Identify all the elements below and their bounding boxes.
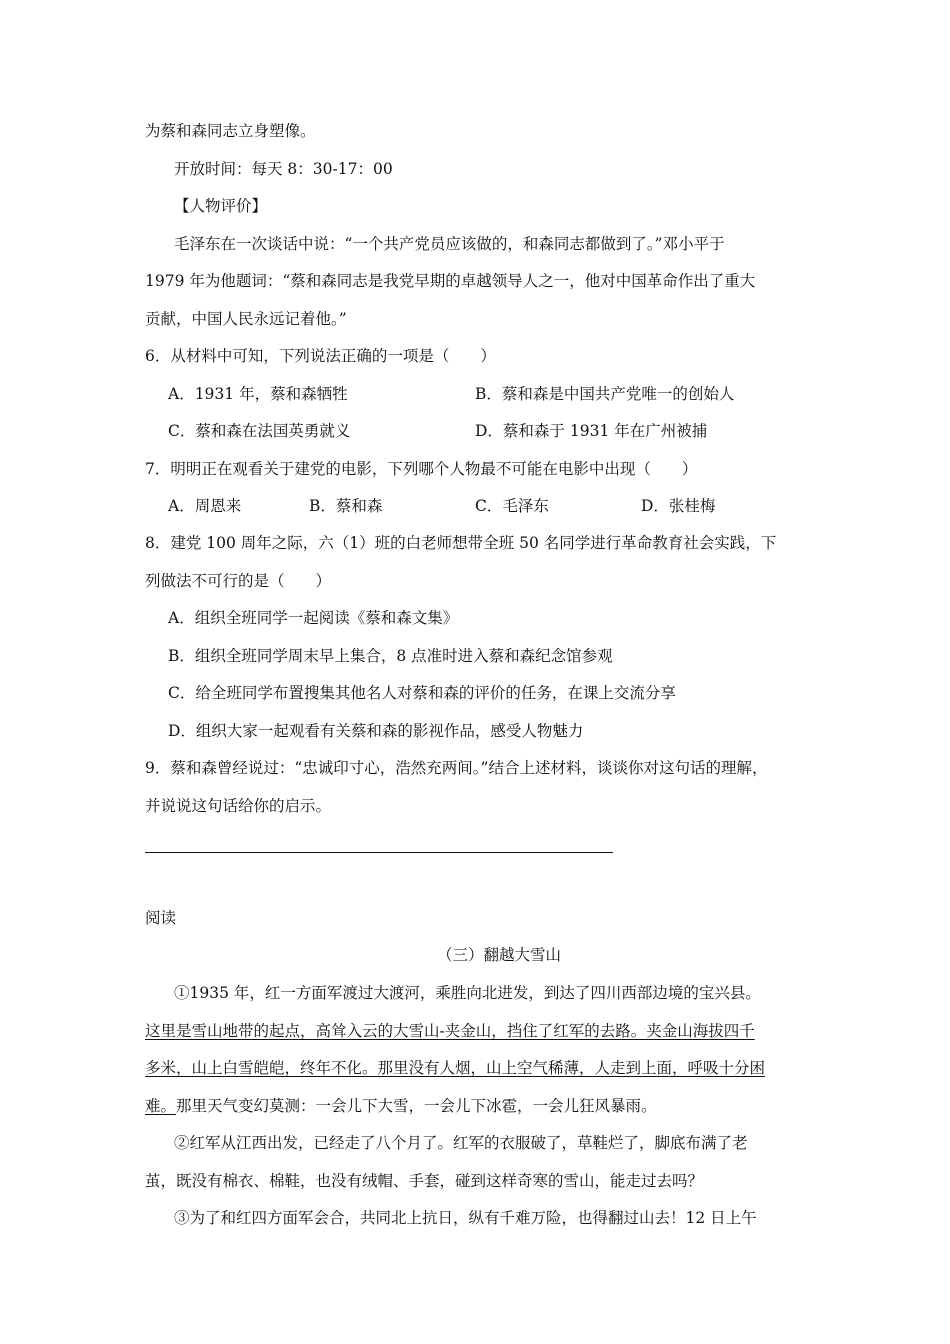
question-7-option-a: A．周恩来 bbox=[168, 497, 242, 515]
paragraph-3-line-1: ③为了和红四方面军会合，共同北上抗日，纵有千难万险，也得翻过山去！12 日上午 bbox=[174, 1209, 757, 1227]
question-6-option-b: B．蔡和森是中国共产党唯一的创始人 bbox=[475, 385, 735, 403]
question-7-option-c: C．毛泽东 bbox=[475, 497, 549, 515]
question-8-option-b: B．组织全班同学周末早上集合，8 点准时进入蔡和森纪念馆参观 bbox=[168, 647, 613, 665]
question-8-stem-line-2: 列做法不可行的是（ ） bbox=[145, 572, 332, 590]
question-9-stem-line-1: 9．蔡和森曾经说过：“忠诚印寸心，浩然充两间。”结合上述材料，谈谈你对这句话的理解， bbox=[145, 759, 768, 777]
paragraph-1-line-2: 这里是雪山地带的起点，高耸入云的大雪山-夹金山，挡住了红军的去路。夹金山海拔四千 bbox=[145, 1022, 755, 1040]
question-7-stem: 7．明明正在观看关于建党的电影，下列哪个人物最不可能在电影中出现（ ） bbox=[145, 460, 698, 478]
question-6-stem: 6．从材料中可知，下列说法正确的一项是（ ） bbox=[145, 347, 496, 365]
question-6-option-a: A．1931 年，蔡和森牺牲 bbox=[168, 385, 348, 403]
evaluation-line-2: 1979 年为他题词：“蔡和森同志是我党早期的卓越领导人之一，他对中国革命作出了重大 bbox=[145, 272, 756, 290]
evaluation-line-1: 毛泽东在一次谈话中说：“一个共产党员应该做的，和森同志都做到了。”邓小平于 bbox=[174, 235, 725, 253]
section-heading-evaluation: 【人物评价】 bbox=[174, 197, 268, 215]
question-8-option-d: D．组织大家一起观看有关蔡和森的影视作品，感受人物魅力 bbox=[168, 722, 584, 740]
reading-label: 阅读 bbox=[145, 909, 177, 927]
question-8-option-c: C．给全班同学布置搜集其他名人对蔡和森的评价的任务，在课上交流分享 bbox=[168, 684, 676, 702]
question-7-option-b: B．蔡和森 bbox=[309, 497, 383, 515]
question-9-stem-line-2: 并说说这句话给你的启示。 bbox=[145, 797, 332, 815]
opening-hours: 开放时间：每天 8：30-17：00 bbox=[174, 160, 393, 178]
question-8-option-a: A．组织全班同学一起阅读《蔡和森文集》 bbox=[168, 609, 459, 627]
question-8-stem-line-1: 8．建党 100 周年之际，六（1）班的白老师想带全班 50 名同学进行革命教育社会实践，下 bbox=[145, 534, 777, 552]
question-6-option-c: C．蔡和森在法国英勇就义 bbox=[168, 422, 351, 440]
paragraph-1-underlined-end: 难。 bbox=[145, 1097, 177, 1115]
paragraph-1-line-4 bbox=[145, 1095, 657, 1117]
reading-title: （三）翻越大雪山 bbox=[437, 946, 562, 964]
paragraph-1-weather: 那里天气变幻莫测：一会儿下大雪，一会儿下冰雹，一会儿狂风暴雨。 bbox=[176, 1097, 657, 1115]
question-6-option-d: D．蔡和森于 1931 年在广州被捕 bbox=[475, 422, 708, 440]
answer-line[interactable] bbox=[145, 852, 613, 853]
paragraph-2-line-2: 茧，既没有棉衣、棉鞋，也没有绒帽、手套，碰到这样奇寒的雪山，能走过去吗？ bbox=[145, 1172, 704, 1190]
question-7-option-d: D．张桂梅 bbox=[641, 497, 716, 515]
intro-line-statue: 为蔡和森同志立身塑像。 bbox=[145, 122, 316, 140]
evaluation-line-3: 贡献，中国人民永远记着他。” bbox=[145, 310, 347, 328]
paragraph-2-line-1: ②红军从江西出发，已经走了八个月了。红军的衣服破了，草鞋烂了，脚底布满了老 bbox=[174, 1134, 748, 1152]
paragraph-1-line-3: 多米，山上白雪皑皑，终年不化。那里没有人烟，山上空气稀薄，人走到上面，呼吸十分困 bbox=[145, 1059, 766, 1077]
paragraph-1-line-1: ①1935 年，红一方面军渡过大渡河，乘胜向北进发，到达了四川西部边境的宝兴县。 bbox=[174, 984, 761, 1002]
